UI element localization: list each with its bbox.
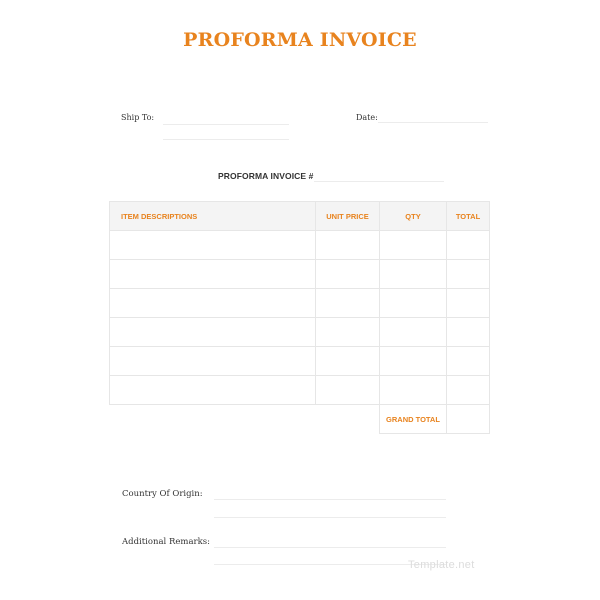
total-cell[interactable]	[447, 347, 490, 376]
invoice-number-line[interactable]	[314, 181, 444, 182]
qty-cell[interactable]	[380, 376, 447, 405]
column-header-item-descriptions: ITEM DESCRIPTIONS	[110, 202, 316, 231]
date-line[interactable]	[378, 122, 488, 123]
qty-cell[interactable]	[380, 260, 447, 289]
table-row	[110, 260, 490, 289]
country-of-origin-line-1[interactable]	[214, 499, 446, 500]
grand-total-row	[110, 405, 490, 434]
total-cell[interactable]	[447, 260, 490, 289]
country-of-origin-label: Country Of Origin:	[122, 489, 203, 499]
column-header-total: TOTAL	[447, 202, 490, 231]
unit-price-cell[interactable]	[316, 289, 380, 318]
unit-price-cell[interactable]	[316, 347, 380, 376]
total-cell[interactable]	[447, 231, 490, 260]
table-row	[110, 318, 490, 347]
column-header-qty: QTY	[380, 202, 447, 231]
total-cell[interactable]	[447, 376, 490, 405]
invoice-number-label: PROFORMA INVOICE #	[218, 171, 314, 181]
item-description-cell[interactable]	[110, 260, 316, 289]
item-description-cell[interactable]	[110, 347, 316, 376]
item-description-cell[interactable]	[110, 231, 316, 260]
item-description-cell[interactable]	[110, 318, 316, 347]
item-description-cell[interactable]	[110, 289, 316, 318]
qty-cell[interactable]	[380, 231, 447, 260]
grand-total-spacer	[110, 405, 316, 434]
ship-to-line-1[interactable]	[163, 124, 289, 125]
total-cell[interactable]	[447, 289, 490, 318]
ship-to-line-2[interactable]	[163, 139, 289, 140]
table-header-row	[110, 202, 490, 231]
document-title: PROFORMA INVOICE	[183, 29, 417, 51]
grand-total-spacer	[316, 405, 380, 434]
unit-price-cell[interactable]	[316, 376, 380, 405]
item-description-cell[interactable]	[110, 376, 316, 405]
qty-cell[interactable]	[380, 289, 447, 318]
additional-remarks-line-1[interactable]	[214, 547, 446, 548]
unit-price-cell[interactable]	[316, 260, 380, 289]
qty-cell[interactable]	[380, 347, 447, 376]
additional-remarks-label: Additional Remarks:	[122, 537, 210, 547]
country-of-origin-line-2[interactable]	[214, 517, 446, 518]
watermark-text: Template.net	[408, 559, 475, 571]
ship-to-label: Ship To:	[121, 113, 155, 122]
table-row	[110, 347, 490, 376]
date-label: Date:	[356, 113, 378, 122]
table-row	[110, 231, 490, 260]
table-row	[110, 289, 490, 318]
unit-price-cell[interactable]	[316, 231, 380, 260]
unit-price-cell[interactable]	[316, 318, 380, 347]
grand-total-label: GRAND TOTAL	[380, 405, 447, 434]
column-header-unit-price: UNIT PRICE	[316, 202, 380, 231]
qty-cell[interactable]	[380, 318, 447, 347]
grand-total-value[interactable]	[447, 405, 490, 434]
total-cell[interactable]	[447, 318, 490, 347]
table-row	[110, 376, 490, 405]
items-table	[109, 201, 490, 434]
